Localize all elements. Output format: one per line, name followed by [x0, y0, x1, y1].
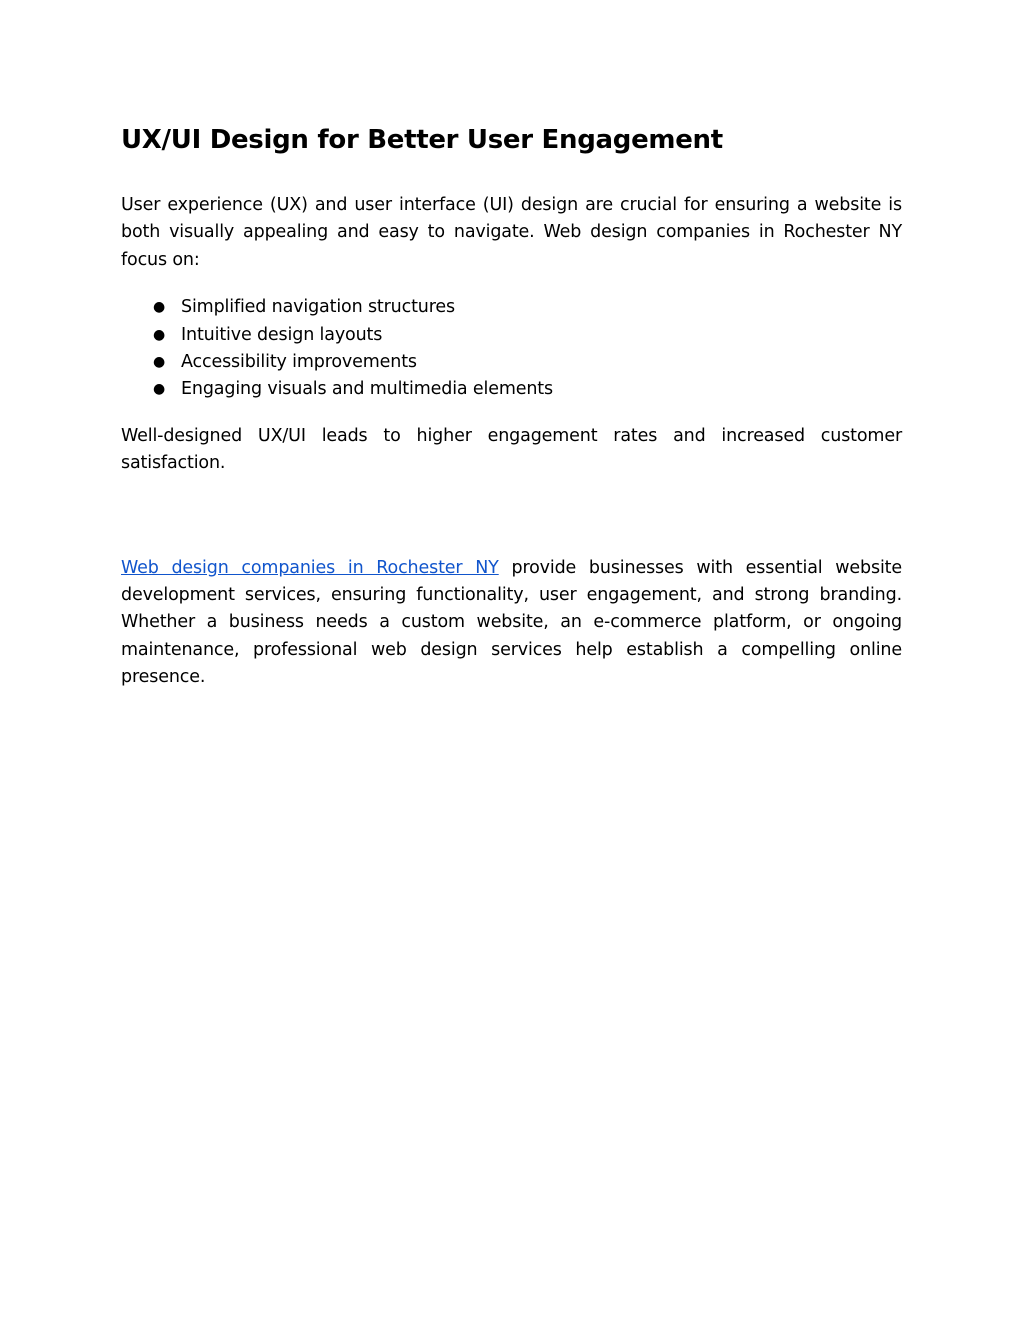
bullet-icon: ● — [153, 326, 166, 343]
document-heading: UX/UI Design for Better User Engagement — [121, 125, 723, 155]
list-item-text: Simplified navigation structures — [181, 297, 455, 318]
closing-paragraph-text: provide businesses with essential website development services, ensuring functionality, user engagement, and strong branding. Whether a business needs a custom website, an e-commerce platform, or ongoing maintenance, professional web design services help establish a compelling online presence. — [121, 557, 903, 688]
document-page — [121, 118, 902, 692]
list-item — [121, 349, 902, 376]
bullet-icon: ● — [153, 381, 166, 398]
list-item-text: Intuitive design layouts — [181, 324, 383, 345]
intro-paragraph: User experience (UX) and user interface (UI) design are crucial for ensuring a website is both visually appealing and easy to navigate. Web design companies in Rochester NY focus on: — [121, 195, 902, 270]
summary-paragraph: Well-designed UX/UI leads to higher engagement rates and increased customer satisfaction. — [121, 425, 902, 474]
bullet-icon: ● — [153, 299, 166, 316]
bullet-icon: ● — [153, 354, 166, 371]
feature-bullet-list — [121, 294, 902, 404]
list-item-text: Engaging visuals and multimedia elements — [181, 379, 553, 400]
rochester-web-design-link[interactable]: Web design companies in Rochester NY — [121, 557, 499, 578]
list-item — [121, 376, 902, 403]
list-item-text: Accessibility improvements — [181, 352, 417, 373]
list-item — [121, 322, 902, 349]
list-item — [121, 294, 902, 321]
closing-paragraph — [121, 555, 902, 692]
